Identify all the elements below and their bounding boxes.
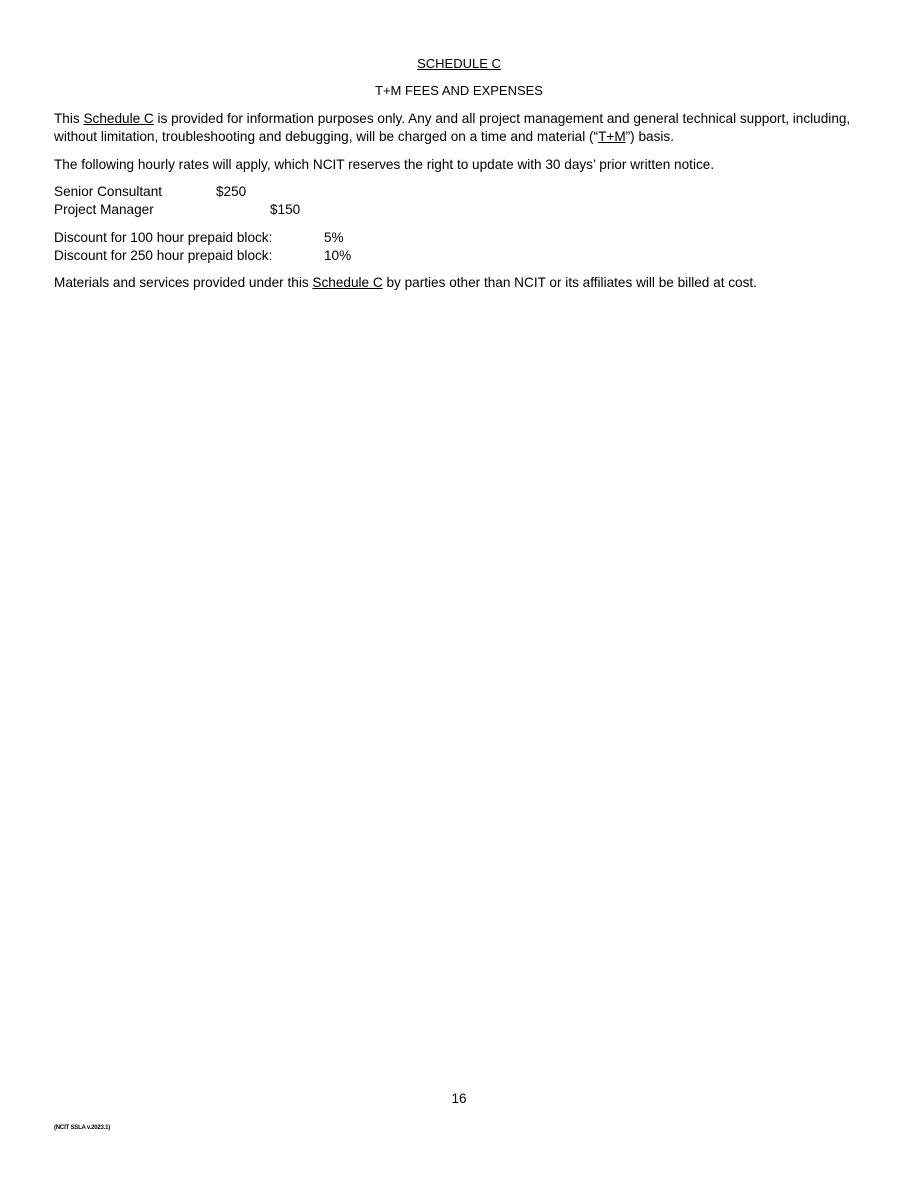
discount-label: Discount for 100 hour prepaid block: <box>54 230 273 245</box>
discount-value: 10% <box>324 248 352 263</box>
page-number: 16 <box>451 1091 467 1106</box>
rate-amount: $250 <box>216 184 247 199</box>
schedule-title <box>0 56 918 72</box>
materials-paragraph <box>54 274 874 292</box>
intro-text-2: is provided for information purposes only. Any and all project management and general technical support, including, without limitation, troubleshooting and debugging, will be charged on a time and material (“ <box>54 111 851 144</box>
discount-label: Discount for 250 hour prepaid block: <box>54 248 273 263</box>
schedule-title-text: SCHEDULE C <box>417 56 501 71</box>
schedule-subtitle: T+M FEES AND EXPENSES <box>375 83 543 98</box>
rate-amount: $150 <box>270 202 301 217</box>
schedule-c-reference: Schedule C <box>83 111 154 126</box>
materials-text-2: by parties other than NCIT or its affiliates will be billed at cost. <box>382 275 757 290</box>
intro-text-1: This <box>54 111 84 126</box>
rate-role: Project Manager <box>54 202 154 217</box>
discount-value: 5% <box>324 230 344 245</box>
materials-text-1: Materials and services provided under this <box>54 275 313 290</box>
intro-text-3: ”) basis. <box>625 129 674 144</box>
rate-role: Senior Consultant <box>54 184 163 199</box>
document-version-code: (NCIT SSLA v.2023.1) <box>54 1125 111 1131</box>
schedule-c-reference: Schedule C <box>312 275 383 290</box>
rates-intro-paragraph: The following hourly rates will apply, which NCIT reserves the right to update with 30 days’ prior written notice. <box>54 157 715 172</box>
intro-paragraph <box>54 110 874 146</box>
tm-reference: T+M <box>598 129 626 144</box>
